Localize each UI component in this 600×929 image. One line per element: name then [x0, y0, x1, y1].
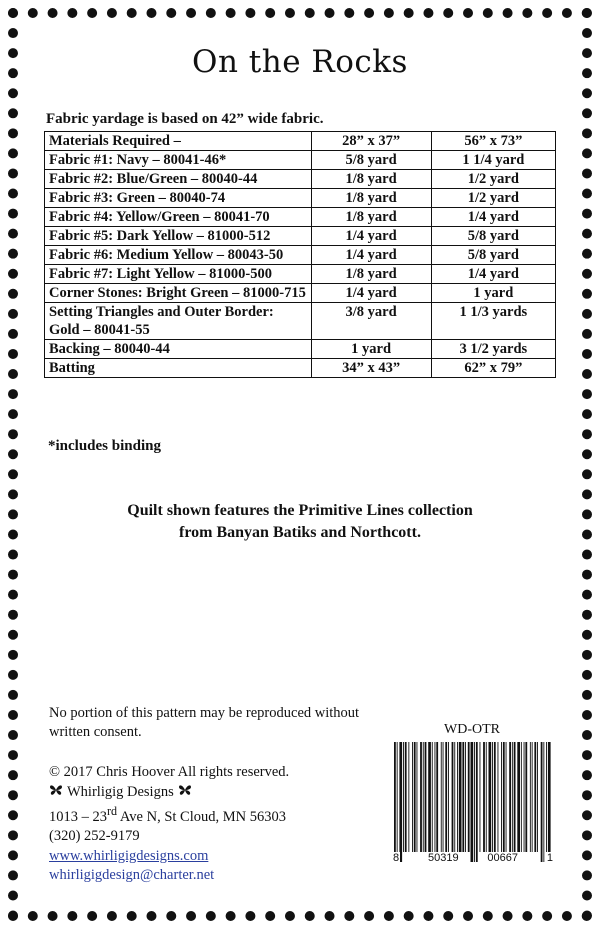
barcode-digit-group: 50319: [427, 852, 459, 864]
barcode-bar: [534, 742, 536, 852]
phone-number: (320) 252-9179: [49, 828, 140, 845]
barcode-bar: [454, 742, 455, 852]
header-cell: 56” x 73”: [431, 132, 555, 151]
barcode-bar: [457, 742, 458, 852]
table-cell: Setting Triangles and Outer Border: Gold – 80041-55: [45, 303, 312, 340]
table-cell: 62” x 79”: [431, 359, 555, 378]
copyright-line: © 2017 Chris Hoover All rights reserved.: [49, 764, 290, 780]
address-line: [49, 802, 289, 827]
barcode-bar: [443, 742, 444, 852]
barcode-bar: [474, 742, 475, 862]
feature-line: from Banyan Batiks and Northcott.: [179, 524, 421, 541]
table-cell: Fabric #6: Medium Yellow – 80043-50: [45, 246, 312, 265]
barcode-bar: [459, 742, 462, 852]
website-link[interactable]: www.whirligigdesigns.com: [49, 847, 209, 864]
barcode-bar: [532, 742, 533, 852]
barcode-bar: [423, 742, 424, 852]
table-row: [45, 246, 556, 265]
page-title: On the Rocks: [192, 44, 408, 80]
email-address[interactable]: whirligigdesign@charter.net: [49, 867, 215, 884]
barcode-bar: [417, 742, 418, 852]
contact-block: [49, 763, 289, 886]
header-cell: Materials Required –: [45, 132, 312, 151]
table-cell: Fabric #2: Blue/Green – 80040-44: [45, 170, 312, 189]
table-cell: 1/4 yard: [431, 208, 555, 227]
table-cell: 34” x 43”: [311, 359, 431, 378]
barcode-bar: [494, 742, 496, 852]
table-row: [45, 265, 556, 284]
table-cell: 1 yard: [431, 284, 555, 303]
barcode-bar: [445, 742, 447, 852]
table-cell: 1/8 yard: [311, 170, 431, 189]
table-cell: 1/2 yard: [431, 189, 555, 208]
barcode-bar: [405, 742, 407, 852]
table-row: [45, 208, 556, 227]
barcode-bar: [397, 742, 398, 862]
table-cell: 3/8 yard: [311, 303, 431, 340]
barcode-bar: [471, 742, 474, 862]
barcode-bar: [546, 742, 547, 862]
barcode-bar: [548, 742, 551, 862]
table-cell: 1/8 yard: [311, 189, 431, 208]
table-cell: Fabric #4: Yellow/Green – 80041-70: [45, 208, 312, 227]
barcode-bar: [486, 742, 487, 852]
brand-line: [49, 783, 289, 803]
table-cell: 5/8 yard: [431, 246, 555, 265]
barcode-bar: [480, 742, 481, 852]
barcode-bar: [514, 742, 516, 852]
barcode-digit-group: 00667: [487, 852, 518, 864]
table-cell: 5/8 yard: [431, 227, 555, 246]
table-row: [45, 227, 556, 246]
feature-line: Quilt shown features the Primitive Lines collection: [127, 502, 473, 519]
barcode-bar: [420, 742, 422, 852]
barcode-digits: [392, 852, 554, 864]
table-row: [45, 284, 556, 303]
barcode-bar: [525, 742, 527, 852]
barcode-bar: [512, 742, 513, 852]
table-cell: Fabric #1: Navy – 80041-46*: [45, 151, 312, 170]
barcode-bar: [403, 742, 404, 852]
barcode-bar: [517, 742, 520, 852]
barcode-bar: [476, 742, 478, 862]
table-cell: 1/8 yard: [311, 208, 431, 227]
barcode-bar: [524, 742, 525, 852]
barcode-bar: [394, 742, 396, 862]
table-cell: Fabric #7: Light Yellow – 81000-500: [45, 265, 312, 284]
brand-name: Whirligig Designs: [67, 783, 174, 800]
barcode-bar: [541, 742, 543, 862]
table-cell: Corner Stones: Bright Green – 81000-715: [45, 284, 312, 303]
butterfly-icon: [178, 783, 192, 803]
barcode-bar: [414, 742, 416, 852]
barcode-bar: [448, 742, 449, 852]
address-ordinal: rd: [107, 804, 118, 818]
header-cell: 28” x 37”: [311, 132, 431, 151]
butterfly-icon: [49, 783, 63, 803]
barcode-bar: [543, 742, 544, 862]
barcode-bar: [498, 742, 499, 852]
table-cell: Fabric #5: Dark Yellow – 81000-512: [45, 227, 312, 246]
table-row: [45, 151, 556, 170]
table-cell: Backing – 80040-44: [45, 340, 312, 359]
table-cell: 1 1/3 yards: [431, 303, 555, 340]
table-cell: 1 yard: [311, 340, 431, 359]
barcode-bar: [465, 742, 466, 852]
binding-note: *includes binding: [48, 438, 161, 454]
barcode-bar: [412, 742, 413, 852]
table-cell: 3 1/2 yards: [431, 340, 555, 359]
table-cell: Fabric #3: Green – 80040-74: [45, 189, 312, 208]
table-row: [45, 340, 556, 359]
barcode-bar: [436, 742, 438, 852]
table-cell: 5/8 yard: [311, 151, 431, 170]
barcode-bar: [501, 742, 502, 852]
barcode-digit-group: 8: [393, 852, 400, 864]
table-cell: 1/8 yard: [311, 265, 431, 284]
barcode-bar: [399, 742, 402, 862]
barcode-bar: [428, 742, 431, 852]
barcode-bar: [441, 742, 442, 852]
materials-table: [44, 131, 556, 378]
table-row: [45, 359, 556, 378]
table-cell: Batting: [45, 359, 312, 378]
barcode-bar: [506, 742, 507, 852]
yardage-note: Fabric yardage is based on 42” wide fabric.: [46, 111, 324, 127]
barcode-bar: [452, 742, 454, 852]
table-row: [45, 170, 556, 189]
table-cell: 1 1/4 yard: [431, 151, 555, 170]
barcode-bar: [425, 742, 427, 852]
barcode-bar: [509, 742, 511, 852]
table-row: [45, 303, 556, 340]
barcode-bar: [483, 742, 485, 852]
barcode-bar: [468, 742, 470, 852]
table-cell: 1/4 yard: [311, 227, 431, 246]
barcode-bar: [408, 742, 409, 852]
barcode-bar: [537, 742, 538, 852]
sku-code: WD-OTR: [444, 722, 500, 737]
barcode-bar: [492, 742, 493, 852]
table-cell: 1/2 yard: [431, 170, 555, 189]
copyright-consent: No portion of this pattern may be reproduced without written consent.: [49, 705, 360, 740]
table-header-row: [45, 132, 556, 151]
table-cell: 1/4 yard: [311, 246, 431, 265]
barcode-bar: [489, 742, 492, 852]
table-cell: 1/4 yard: [431, 265, 555, 284]
barcode: [392, 742, 552, 870]
barcode-bar: [503, 742, 505, 852]
table-row: [45, 189, 556, 208]
barcode-bar: [530, 742, 531, 852]
address-street: 1013 – 23: [49, 808, 107, 825]
barcode-bar: [462, 742, 464, 852]
barcode-bar: [432, 742, 433, 852]
barcode-bar: [521, 742, 522, 852]
address-city: Ave N, St Cloud, MN 56303: [117, 808, 286, 825]
collection-feature: [0, 500, 600, 544]
barcode-bar: [435, 742, 436, 852]
barcode-digit-group: 1: [546, 852, 553, 864]
table-cell: 1/4 yard: [311, 284, 431, 303]
